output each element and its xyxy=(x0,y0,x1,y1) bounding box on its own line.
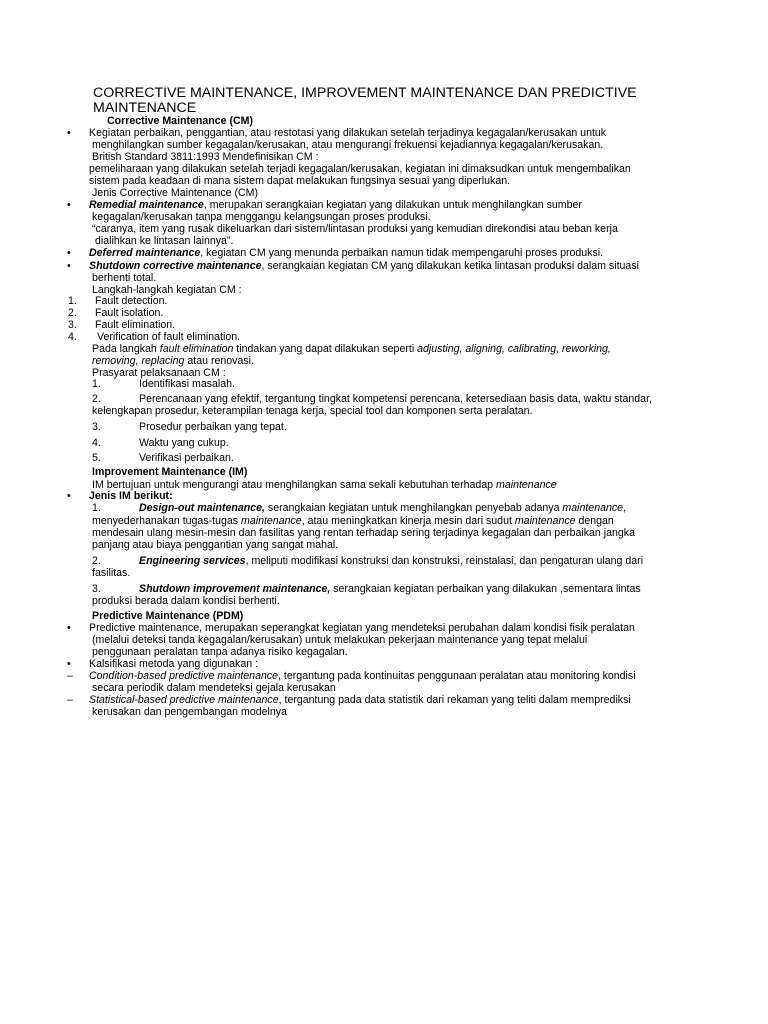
list-item: Perencanaan yang efektif, tergantung tingkat kompetensi perencana, ketersediaan basis data, waktu standar, xyxy=(139,393,652,405)
deferred-line-1: Deferred maintenance, kegiatan CM yang menunda perbaikan namun tidak mempengaruhi proses produksi. xyxy=(89,247,604,259)
cm-heading: Corrective Maintenance (CM) xyxy=(107,115,253,127)
list-item: Fault detection. xyxy=(95,295,168,307)
pdm-classification-heading: Kalsifikasi metoda yang digunakan : xyxy=(89,658,259,670)
cm-british-standard-line-3: sistem pada keadaan di mana sistem dapat melakukan fungsinya sesuai yang diperlukan. xyxy=(89,175,511,187)
pdm-heading: Predictive Maintenance (PDM) xyxy=(92,610,244,622)
pdm-line-2: (melalui deteksi tanda kegagalan/kerusakan) untuk melakukan pekerjaan maintenance yang tepat melalui xyxy=(92,634,588,646)
condition-based-line-1: Condition-based predictive maintenance, tergantung pada kontinuitas penggunaan peralatan atau monitoring kondisi xyxy=(89,670,636,682)
bullet-marker: • xyxy=(67,260,71,272)
list-number: 1. xyxy=(92,502,101,514)
document-title-line-1: CORRECTIVE MAINTENANCE, IMPROVEMENT MAINTENANCE DAN PREDICTIVE xyxy=(93,85,637,101)
bullet-marker: • xyxy=(67,199,71,211)
design-out-term: Design-out maintenance, xyxy=(139,502,265,514)
bullet-marker: • xyxy=(67,658,71,670)
cm-steps-heading: Langkah-langkah kegiatan CM : xyxy=(92,284,242,296)
statistical-based-line-1: Statistical-based predictive maintenance, tergantung pada data statistik dari rekaman yang teliti dalam memprediksi xyxy=(89,694,631,706)
bullet-marker: • xyxy=(67,127,71,139)
dash-marker: – xyxy=(67,694,73,706)
shutdown-cm-line-1: Shutdown corrective maintenance, serangkaian kegiatan CM yang dilakukan ketika lintasan produksi dalam situasi xyxy=(89,260,639,272)
remedial-line-1: Remedial maintenance, merupakan serangkaian kegiatan yang dilakukan untuk menghilangkan sumber xyxy=(89,199,582,211)
engineering-line-1: Engineering services, meliputi modifikasi konstruksi dan konstruksi, reinstalasi, dan pengaturan ulang dari xyxy=(139,555,644,567)
list-number: 5. xyxy=(92,452,101,464)
list-item: Verification of fault elimination. xyxy=(97,331,241,343)
shutdown-im-line-1: Shutdown improvement maintenance, serangkaian kegiatan perbaikan yang dilakukan ,sementara lintas xyxy=(139,583,641,595)
pada-langkah-line-1: Pada langkah fault elimination tindakan yang dapat dilakukan seperti adjusting, aligning, calibrating, reworking, xyxy=(92,343,611,355)
shutdown-im-term: Shutdown improvement maintenance, xyxy=(139,583,331,595)
cm-types-heading: Jenis Corrective Maintenance (CM) xyxy=(92,187,259,199)
remedial-term: Remedial maintenance xyxy=(89,199,204,211)
cm-definition-line-2: menghilangkan sumber kegagalan/kerusakan, atau mengurangi frekuensi kejadiannya kegagalan/kerusakan. xyxy=(92,139,604,151)
condition-based-term: Condition-based predictive maintenance xyxy=(89,670,279,682)
list-item: Prosedur perbaikan yang tepat. xyxy=(139,421,287,433)
list-number: 2. xyxy=(68,307,77,319)
bullet-marker: • xyxy=(67,490,71,502)
shutdown-cm-line-2: berhenti total. xyxy=(92,272,157,284)
pdm-line-3: penggunaan peralatan tanpa adanya risiko kegagalan. xyxy=(92,646,348,658)
im-intro: IM bertujuan untuk mengurangi atau menghilangkan sama sekali kebutuhan terhadap maintenance xyxy=(92,479,557,491)
list-item: Verifikasi perbaikan. xyxy=(139,452,234,464)
cm-british-standard-line-1: British Standard 3811:1993 Mendefinisikan CM : xyxy=(92,151,319,163)
list-item: Fault isolation. xyxy=(95,307,164,319)
remedial-line-4: dialihkan ke lintasan lainnya”. xyxy=(95,235,234,247)
design-out-line-2: menyederhanakan tugas-tugas maintenance, atau meningkatkan kinerja mesin dari sudut maintenance dengan xyxy=(92,515,614,527)
list-item: Fault elimination. xyxy=(95,319,176,331)
design-out-line-1: Design-out maintenance, serangkaian kegiatan untuk menghilangkan penyebab adanya maintenance, xyxy=(139,502,627,514)
list-number: 3. xyxy=(68,319,77,331)
cm-definition-line-1: Kegiatan perbaikan, penggantian, atau restotasi yang dilakukan setelah terjadinya kegagalan/kerusakan untuk xyxy=(89,127,607,139)
bullet-marker: • xyxy=(67,247,71,259)
im-heading: Improvement Maintenance (IM) xyxy=(92,466,248,478)
bullet-marker: • xyxy=(67,622,71,634)
document-title-line-2: MAINTENANCE xyxy=(93,100,197,116)
condition-based-line-2: secara periodik dalam mendeteksi gejala kerusakan xyxy=(92,682,336,694)
statistical-based-term: Statistical-based predictive maintenance xyxy=(89,694,279,706)
pada-langkah-line-2: removing, replacing atau renovasi. xyxy=(92,355,254,367)
design-out-line-3: mendesain ulang mesin-mesin dan fasilitas yang rentan terhadap sering terjadinya kegagalan dan perbaikan jangka xyxy=(92,527,635,539)
statistical-based-line-2: kerusakan dan pengembangan modelnya xyxy=(92,706,287,718)
remedial-line-3: “caranya, item yang rusak dikeluarkan dari sistem/lintasan produksi yang kemudian direkondisi atau beban kerja xyxy=(92,223,618,235)
list-number: 4. xyxy=(92,437,101,449)
prasyarat-heading: Prasyarat pelaksanaan CM : xyxy=(92,367,226,379)
shutdown-im-line-2: produksi berada dalam kondisi berhenti. xyxy=(92,595,280,607)
list-number: 1. xyxy=(68,295,77,307)
list-number: 1. xyxy=(92,378,101,390)
list-number: 2. xyxy=(92,393,101,405)
remedial-line-2: kegagalan/kerusakan tanpa menggangu kelangsungan proses produksi. xyxy=(92,211,431,223)
pdm-line-1: Predictive maintenance, merupakan seperangkat kegiatan yang mendeteksi perubahan dalam kondisi fisik peralatan xyxy=(89,622,635,634)
list-number: 2. xyxy=(92,555,101,567)
list-number: 3. xyxy=(92,421,101,433)
list-number: 4. xyxy=(68,331,77,343)
dash-marker: – xyxy=(67,670,73,682)
shutdown-cm-term: Shutdown corrective maintenance xyxy=(89,260,262,272)
im-types-heading: Jenis IM berikut: xyxy=(89,490,173,502)
engineering-line-2: fasilitas. xyxy=(92,567,131,579)
list-number: 3. xyxy=(92,583,101,595)
list-item: Waktu yang cukup. xyxy=(139,437,229,449)
engineering-services-term: Engineering services xyxy=(139,555,246,567)
list-item: Identifikasi masalah. xyxy=(139,378,235,390)
list-item-continuation: kelengkapan prosedur, keterampilan tenaga kerja, special tool dan komponen serta peralatan. xyxy=(92,405,533,417)
cm-british-standard-line-2: pemeliharaan yang dilakukan setelah terjadi kegagalan/kerusakan, kegiatan ini dimaksudkan untuk mengembalikan xyxy=(89,163,631,175)
deferred-term: Deferred maintenance xyxy=(89,247,201,259)
design-out-line-4: panjang atau biaya penggantian yang sangat mahal. xyxy=(92,539,339,551)
